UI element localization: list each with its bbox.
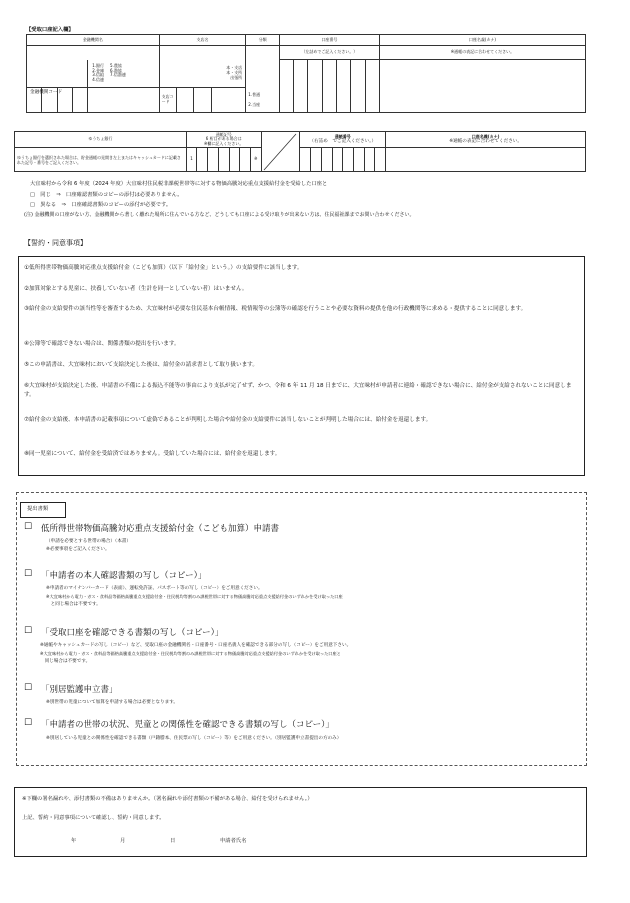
yucho-symbol-digit-5[interactable] [229, 148, 240, 172]
signature-name-field[interactable] [268, 834, 568, 848]
yucho-holder-field[interactable] [386, 148, 586, 172]
yucho-symbol-prefix: 1 [186, 148, 197, 172]
yucho-number-digit-8[interactable] [375, 148, 386, 172]
doc-2-note-2: ※大宜味村から電力・ガス・食料品等価格高騰重点支援給付金・住民税均等割のみ課税世帯に対する物価高騰対応重点支援給付金のいずれかを受け取った口座 [46, 594, 343, 599]
branch-label: 支店名 [159, 35, 246, 46]
doc-3-title: 「受取口座を確認できる書類の写し（コピー）」 [41, 628, 224, 638]
doc-4-note-1: ※別世帯の児童について加算を申請する場合は必要となります。 [46, 700, 179, 705]
yucho-symbol-digit-2[interactable] [197, 148, 208, 172]
yucho-number-digit-5[interactable] [343, 148, 354, 172]
class-label: 分類 [246, 35, 280, 46]
yucho-symbol-label: 通帳記号 [215, 131, 232, 137]
branch-code-label: 支店コード [159, 88, 176, 113]
doc-5-note-1: ※別居している児童との関係性を確認できる書類（戸籍謄本、住民票の写し（コピー）等）をご用意ください。（別居監護申立書提出の方のみ） [46, 736, 342, 741]
bank-code-label: 金融機関コード [30, 90, 63, 95]
yucho-number-digit-7[interactable] [364, 148, 375, 172]
pledge-item-8: ⑧同一児童について、給付金を受給済ではありません。受給していた場合には、給付金を返還します。 [24, 451, 281, 457]
doc-1-note-1: （申請を必要とする世帯の場合）（本書） [46, 539, 131, 544]
yucho-symbol-note2: ※欄に記入ください。 [204, 140, 244, 146]
pledge-item-5: ⑤この申請書は、大宜味村において支給決定した後は、給付金の請求書として取り扱います。 [24, 362, 258, 368]
bank-type-3: 3.信組 [92, 72, 105, 78]
account-digit-6[interactable] [351, 60, 365, 113]
doc-2-note-3: と同じ場合は不要です。 [46, 602, 101, 607]
doc-1-note-2: ※必要事項をご記入ください。 [46, 547, 110, 552]
bank-type-5: 5.農協 [110, 63, 122, 69]
doc-1-title: 低所得世帯物価高騰対応重点支援給付金（こども加算）申請書 [41, 524, 280, 534]
account-number-label: 口座番号 [279, 35, 379, 46]
account-table [26, 34, 586, 113]
account-digit-3[interactable] [308, 60, 322, 113]
yucho-symbol-digit-6[interactable] [240, 148, 251, 172]
same-account-intro: 大宜味村から令和 6 年度（2024 年度）大宜味村住民税非課税世帯等に対する物価高騰対応重点支援給付金を受給した口座と [30, 181, 328, 187]
same-account-note: (注) 金融機関の口座がない方、金融機関から著しく離れた場所に住んでいる方など、どうしても口座による受け取りが出来ない方は、住民福祉課までお問い合わせください。 [24, 212, 415, 218]
doc-3-checkbox[interactable]: ☐ [24, 626, 33, 636]
doc-5-title: 「申請者の世帯の状況、児童との関係性を確認できる書類の写し（コピー）」 [41, 720, 334, 730]
bank-type-6: 6.漁協 [110, 67, 122, 73]
signature-year: 年 [71, 838, 77, 844]
signature-day: 日 [170, 838, 176, 844]
branch-code-2[interactable] [194, 88, 211, 113]
branch-type-1: 本・支店 [226, 65, 243, 71]
bank-type-2: 2.金庫 [92, 67, 105, 73]
yucho-table [14, 131, 586, 172]
yucho-symbol-note1: 6 桁目がある場合は [205, 136, 242, 142]
bank-type-4: 4.信連 [92, 76, 105, 82]
doc-3-note-3: 同じ場合は不要です。 [40, 659, 91, 664]
bank-code-4[interactable] [72, 88, 87, 113]
signature-warning: ※下欄の署名漏れや、添付書類の不備はありませんか。（署名漏れや添付書類の不備がある場合、給付を受けられません。） [22, 796, 313, 802]
class-option-2[interactable]: 2.当座 [248, 102, 261, 108]
same-account-same[interactable]: □ 同じ ⇒ 口座確認書類のコピーの添付は必要ありません。 [30, 192, 183, 198]
holder-label: 口座名義(カナ) [379, 35, 585, 46]
yucho-number-label: 通帳番号 [334, 133, 351, 139]
yucho-name: ゆうちょ銀行 [15, 132, 187, 148]
yucho-symbol-digit-3[interactable] [208, 148, 219, 172]
yucho-holder-label: 口座名義(カナ) [471, 133, 500, 139]
account-number-note: （左詰めでご記入ください。） [279, 46, 379, 60]
branch-code-1[interactable] [176, 88, 193, 113]
signature-confirm: 上記、誓約・同意事項について確認し、誓約・同意します。 [22, 815, 165, 821]
slash-divider [262, 132, 298, 172]
pledge-title: 【誓約・同意事項】 [24, 239, 87, 247]
doc-3-note-1: ※通帳やキャッシュカードの写し（コピー）など、受取口座の金融機関名・口座番号・口座名義人を確認できる部分の写し（コピー）をご用意下さい。 [40, 643, 352, 648]
doc-1-checkbox[interactable]: ☐ [24, 522, 33, 532]
pledge-item-6: ⑥大宜味村が支給決定した後、申請書の不備による振込不能等の事由により支払が完了せず、かつ、令和 6 年 11 月 18 日までに、大宜味村が申請者に連絡・確認できない場合に、給付金が支給されないことに同意します。 [24, 383, 572, 398]
branch-type-3: 出張所 [230, 74, 243, 80]
account-digit-1[interactable] [279, 60, 293, 113]
pledge-item-3: ③給付金の支給要件の該当性等を審査するため、大宜味村が必要な住民基本台帳情報、税情報等の公簿等の確認を行うことや必要な資料の提供を他の行政機関等に求める・提供することに同意します。 [24, 306, 527, 312]
doc-2-checkbox[interactable]: ☐ [24, 569, 33, 579]
yucho-number-note: （右詰め でご記入ください。） [309, 139, 377, 145]
account-section-header: 【受取口座記入欄】 [26, 27, 74, 33]
yucho-number-digit-1[interactable] [300, 148, 311, 172]
holder-note: ※通帳の表記に合わせてください。 [379, 46, 585, 60]
yucho-number-digit-6[interactable] [353, 148, 364, 172]
account-digit-7[interactable] [365, 60, 379, 113]
yucho-symbol-star[interactable]: ※ [251, 148, 262, 172]
pledge-item-2: ②加算対象とする児童に、扶養していない者（生計を同一としていない者）はいません。 [24, 286, 248, 292]
doc-5-checkbox[interactable]: ☐ [24, 718, 33, 728]
branch-type-2: 本・支所 [226, 69, 243, 75]
account-digit-4[interactable] [322, 60, 336, 113]
signature-month: 月 [120, 838, 126, 844]
yucho-holder-note: ※通帳の表記に合わせてください。 [449, 139, 522, 145]
documents-title: 提出書類 [27, 506, 49, 512]
pledge-item-7: ⑦給付金の支給後、本申請書の記載事項について虚偽であることが判明した場合や給付金の支給要件に該当しないことが判明した場合には、給付金を返還します。 [24, 417, 432, 423]
pledge-item-1: ①低所得世帯物価高騰対応重点支援給付金（こども加算）（以下「給付金」という。）の支給要件に該当します。 [24, 265, 303, 271]
branch-code-3[interactable] [211, 88, 246, 113]
account-holder-field[interactable] [379, 60, 585, 113]
doc-2-title: 「申請者の本人確認書類の写し（コピー）」 [41, 571, 207, 581]
doc-4-title: 「別居監護申立書」 [41, 685, 118, 695]
class-option-1[interactable]: 1.普通 [248, 91, 261, 97]
pledge-item-4: ④公簿等で確認できない場合は、関係書類の提出を行います。 [24, 341, 180, 347]
account-digit-2[interactable] [294, 60, 308, 113]
yucho-symbol-digit-4[interactable] [218, 148, 229, 172]
yucho-left-note: ゆうちょ銀行を選択された場合は、貯金通帳の見開き左上またはキャッシュカードに記載された記号・番号をご記入ください。 [15, 148, 187, 172]
same-account-different[interactable]: □ 異なる ⇒ 口座確認書類のコピーの添付が必要です。 [30, 202, 172, 208]
account-digit-5[interactable] [337, 60, 351, 113]
signature-name-label: 申請者氏名 [220, 838, 247, 844]
bank-type-1: 1.銀行 [92, 63, 105, 69]
yucho-number-digit-3[interactable] [321, 148, 332, 172]
bank-name-label: 金融機関名 [27, 35, 160, 46]
yucho-number-digit-4[interactable] [332, 148, 343, 172]
bank-type-7: 7.信漁連 [110, 72, 126, 78]
doc-4-checkbox[interactable]: ☐ [24, 683, 33, 693]
yucho-number-digit-2[interactable] [311, 148, 322, 172]
doc-2-note-1: ※申請者のマイナンバーカード（表面）、運転免許証、パスポート等の写し（コピー）をご用意ください。 [46, 586, 263, 591]
doc-3-note-2: ※大宜味村から電力・ガス・食料品等価格高騰重点支援給付金・住民税均等割のみ課税世帯に対する物価高騰対応重点支援給付金のいずれかを受け取った口座と [40, 651, 341, 656]
